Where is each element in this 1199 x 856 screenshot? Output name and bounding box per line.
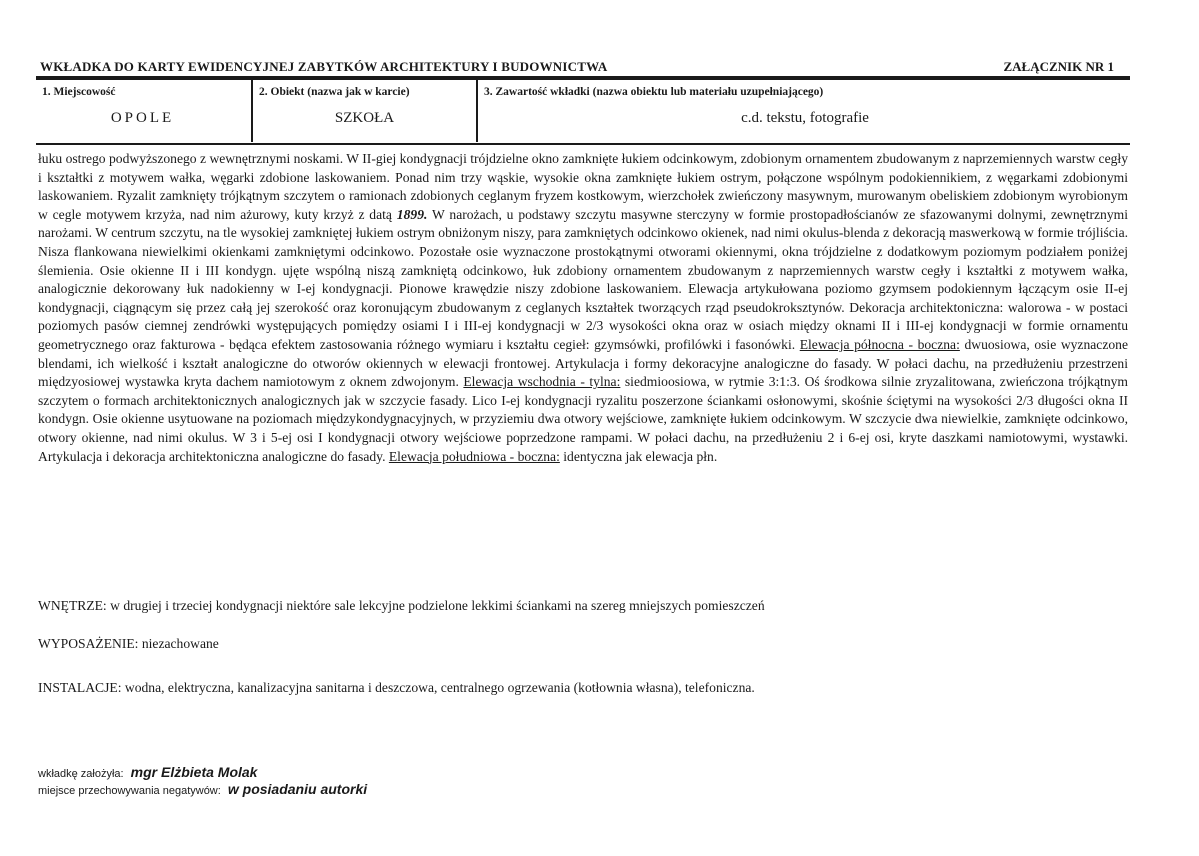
text-part: identyczna jak elewacja płn.	[559, 448, 718, 464]
field-value: c.d. tekstu, fotografie	[741, 110, 869, 126]
year: 1899.	[396, 206, 428, 222]
field-label: 2. Obiekt (nazwa jak w karcie)	[259, 86, 410, 98]
annex-number: ZAŁĄCZNIK NR 1	[1003, 59, 1114, 74]
heading-east-elevation: Elewacja wschodnia - tylna:	[463, 374, 621, 390]
negatives-location: w posiadaniu autorki	[227, 781, 368, 797]
furnishing-section: WYPOSAŻENIE: niezachowane	[38, 636, 219, 651]
field-contents	[476, 80, 1132, 142]
author-label: wkładkę założyła:	[38, 768, 124, 780]
text-part: łuku ostrego podwyższonego z wewnętrznymi noskami. W II-giej kondygnacji trójdzielne okno zamknięte łukiem odcinkowym, zdobionym ornamentem zbudowanym z naprzemiennych warstw cegły i kształtki z motywem wałka, węgarki zdobione laskowaniem. Ponad nim trzy wąskie, wysokie okna zamknięte łukiem ostrym, połączone wspólnym podokiennikiem, z węgarkami zdobionymi laskowaniem. Ryzalit zamknięty trójkątnym szczytem o ramionach zdobionych ceglanym fryzem kostkowym, wierzchołek zwieńczony masywnym, murowanym obeliskiem zdobionym wyrobionym w cegle motywem krzyża, nad nim ażurowy, kuty krzyż z datą	[38, 151, 1128, 222]
field-value: OPOLE	[110, 110, 175, 126]
author-name: mgr Elżbieta Molak	[130, 764, 258, 780]
description-text	[38, 150, 1128, 466]
author-line	[38, 764, 257, 780]
text-part: dwuosiowa, osie wyznaczone blendami, ich wielkość i kształt analogiczne do otworów okiennych w elewacji frontowej. Artykulacja i formy dekoracyjne analogiczne do fasady. W połaci dachu, na przedłużeniu przestrzeni międzyosiowej wystawka kryta dachem namiotowym z oknem zdwojonym.	[38, 336, 1128, 390]
installations-section: INSTALACJE: wodna, elektryczna, kanalizacyjna sanitarna i deszczowa, centralnego ogrzewania (kotłownia własna), telefoniczna.	[38, 680, 755, 695]
text-part: W narożach, u podstawy szczytu masywne sterczyny w formie prostopadłościanów ze sfazowanymi dolnymi, zewnętrznymi narożami. W centrum szczytu, na tle wysokiej zamkniętej łukiem ostrym obniżonym niszy, para zamkniętych odcinkowo okienek, nad nimi okulus-blenda z dekoracją maswerkową w formie trójliścia. Nisza flankowana niewielkimi okienkami zamkniętymi odcinkowo. Pozostałe osie wyznaczone prostokątnymi otworami okiennymi, okna trójdzielne z dodatkowym poziomym podziałem poniżej ślemienia. Osie okienne II i III kondygn. ujęte wspólną niszą zamkniętą odcinkowo, łuk zdobiony ornamentem zbudowanym z naprzemiennych warstw cegły i kształtki z motywem wałka, analogicznie dekorowany łuk nadokienny w I-ej kondygnacji. Pionowe krawędzie niszy zdobione laskowaniem. Elewacja artykułowana poziomo gzymsem podokiennym łączącym osie II-ej kondygnacji, ciągnącym się przez całą jej szerokość oraz koronującym zbudowanym z ceglanych kształtek tworzących rząd pseudokroksztynów. Dekoracja architektoniczna: walorowa - w postaci poziomych pasów ciemnej zendrówki występujących pomiędzy osiami I i III-ej kondygnacji w 2/3 wysokości okna oraz w osiach między oknami II i III-ej kondygnacji w formie ornamentu geometrycznego oraz fakturowa - będąca efektem zastosowania różnego wymiaru i kształtu cegieł: gzymsówki, profilówki i fasonówki.	[38, 206, 1128, 352]
field-label: 3. Zawartość wkładki (nazwa obiektu lub materiału uzupełniającego)	[484, 86, 824, 98]
document-title: WKŁADKA DO KARTY EWIDENCYJNEJ ZABYTKÓW ARCHITEKTURY I BUDOWNICTWA	[40, 59, 608, 74]
negatives-label: miejsce przechowywania negatywów:	[38, 785, 221, 797]
field-object	[251, 80, 476, 142]
interior-section: WNĘTRZE: w drugiej i trzeciej kondygnacji niektóre sale lekcyjne podzielone lekkimi ściankami na szereg mniejszych pomieszczeń	[38, 598, 765, 613]
field-locality	[36, 80, 249, 142]
fields-rule	[36, 143, 1130, 145]
field-label: 1. Miejscowość	[42, 86, 116, 98]
text-part: siedmioosiowa, w rytmie 3:1:3. Oś środkowa silnie zryzalitowana, zwieńczona trójkątnym szczytem o formach architektonicznych analogicznych jak w szczycie fasady. Lico I-ej kondygnacji ryzalitu poszerzone ściankami osłonowymi, skośnie ściętymi na wysokości 2/3 długości okna II kondygn. Osie okienne usytuowane na poziomach międzykondygnacyjnych, w przyziemiu dwa otwory wejściowe, zamknięte łukiem odcinkowym. W szczycie dwa niewielkie, zamknięte odcinkowo, otwory okienne, nad nimi okulus. W 3 i 5-ej osi I kondygnacji otwory wejściowe poprzedzone rampami. W połaci dachu, na przedłużeniu 2 i 6-ej osi, kryte daszkami namiotowymi, wystawki. Artykulacja i dekoracja architektoniczna analogiczne do fasady.	[38, 374, 1129, 464]
field-value: SZKOŁA	[334, 110, 395, 126]
header-fields	[36, 80, 1130, 142]
heading-north-elevation: Elewacja północna - boczna:	[799, 336, 960, 352]
negatives-line	[38, 781, 367, 797]
heading-south-elevation: Elewacja południowa - boczna:	[388, 448, 560, 464]
